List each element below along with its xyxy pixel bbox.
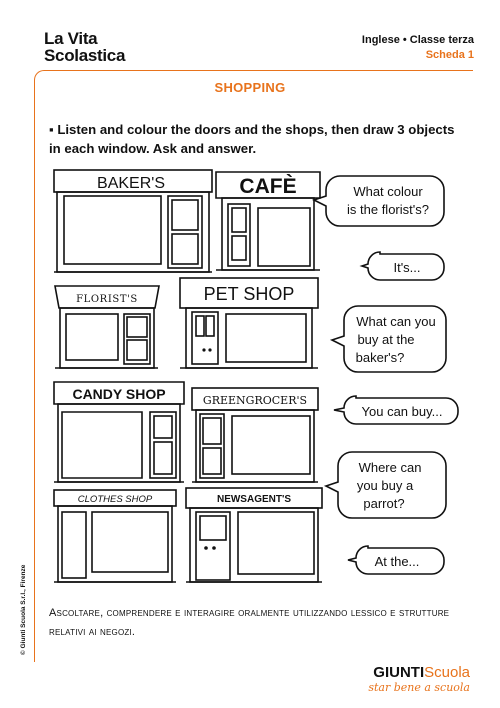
bubble-5-line-3: parrot?	[363, 496, 405, 511]
sign-greengrocers: GREENGROCER'S	[202, 394, 308, 407]
brand-giunti-scuola	[368, 665, 470, 695]
brand-giunti: GIUNTI	[373, 664, 425, 681]
instruction-text: ▪ Listen and colour the doors and the shops, then draw 3 objects in each window. Ask and answer.	[49, 122, 455, 156]
speech-bubbles	[314, 176, 458, 574]
header-subject: Inglese • Classe terza	[361, 34, 474, 46]
bubble-3-line-3: baker's?	[355, 350, 405, 365]
sign-bakers: BAKER'S	[97, 175, 165, 192]
copyright-notice: © Giunti Scuola S.r.l., Firenze	[20, 564, 27, 655]
brand-scuola: Scuola	[424, 664, 470, 681]
bubble-5-line-2: you buy a	[356, 478, 414, 493]
logo-line-1: La Vita	[44, 29, 98, 48]
sign-florists: FLORIST'S	[76, 294, 138, 305]
header-sheet: Scheda 1	[425, 49, 474, 61]
bubble-1-line-1: What colour	[353, 184, 423, 199]
sign-clothes-shop: CLOTHES SHOP	[77, 494, 153, 505]
page-title: SHOPPING	[214, 80, 286, 95]
sign-newsagents: NEWSAGENT'S	[216, 494, 292, 505]
bubble-3-line-2: buy at the	[357, 332, 415, 347]
brand-name	[368, 665, 470, 681]
bubble-5-line-1: Where can	[358, 460, 422, 475]
bubble-1-line-2: is the florist's?	[347, 202, 429, 217]
brand-tagline: star bene a scuola	[368, 681, 470, 694]
objective-text: Ascoltare, comprendere e interagire oralmente utilizzando lessico e strutture relativi ai negozi.	[49, 607, 450, 638]
bubble-2: It's...	[393, 260, 421, 275]
logo-line-2: Scolastica	[44, 46, 126, 65]
bubble-3-line-1: What can you	[356, 314, 436, 329]
bubble-4: You can buy...	[361, 404, 443, 419]
sign-pet-shop: PET SHOP	[203, 284, 295, 304]
sign-cafe: CAFÈ	[239, 175, 297, 198]
sign-candy-shop: CANDY SHOP	[72, 386, 166, 402]
bubble-6: At the...	[374, 554, 420, 569]
